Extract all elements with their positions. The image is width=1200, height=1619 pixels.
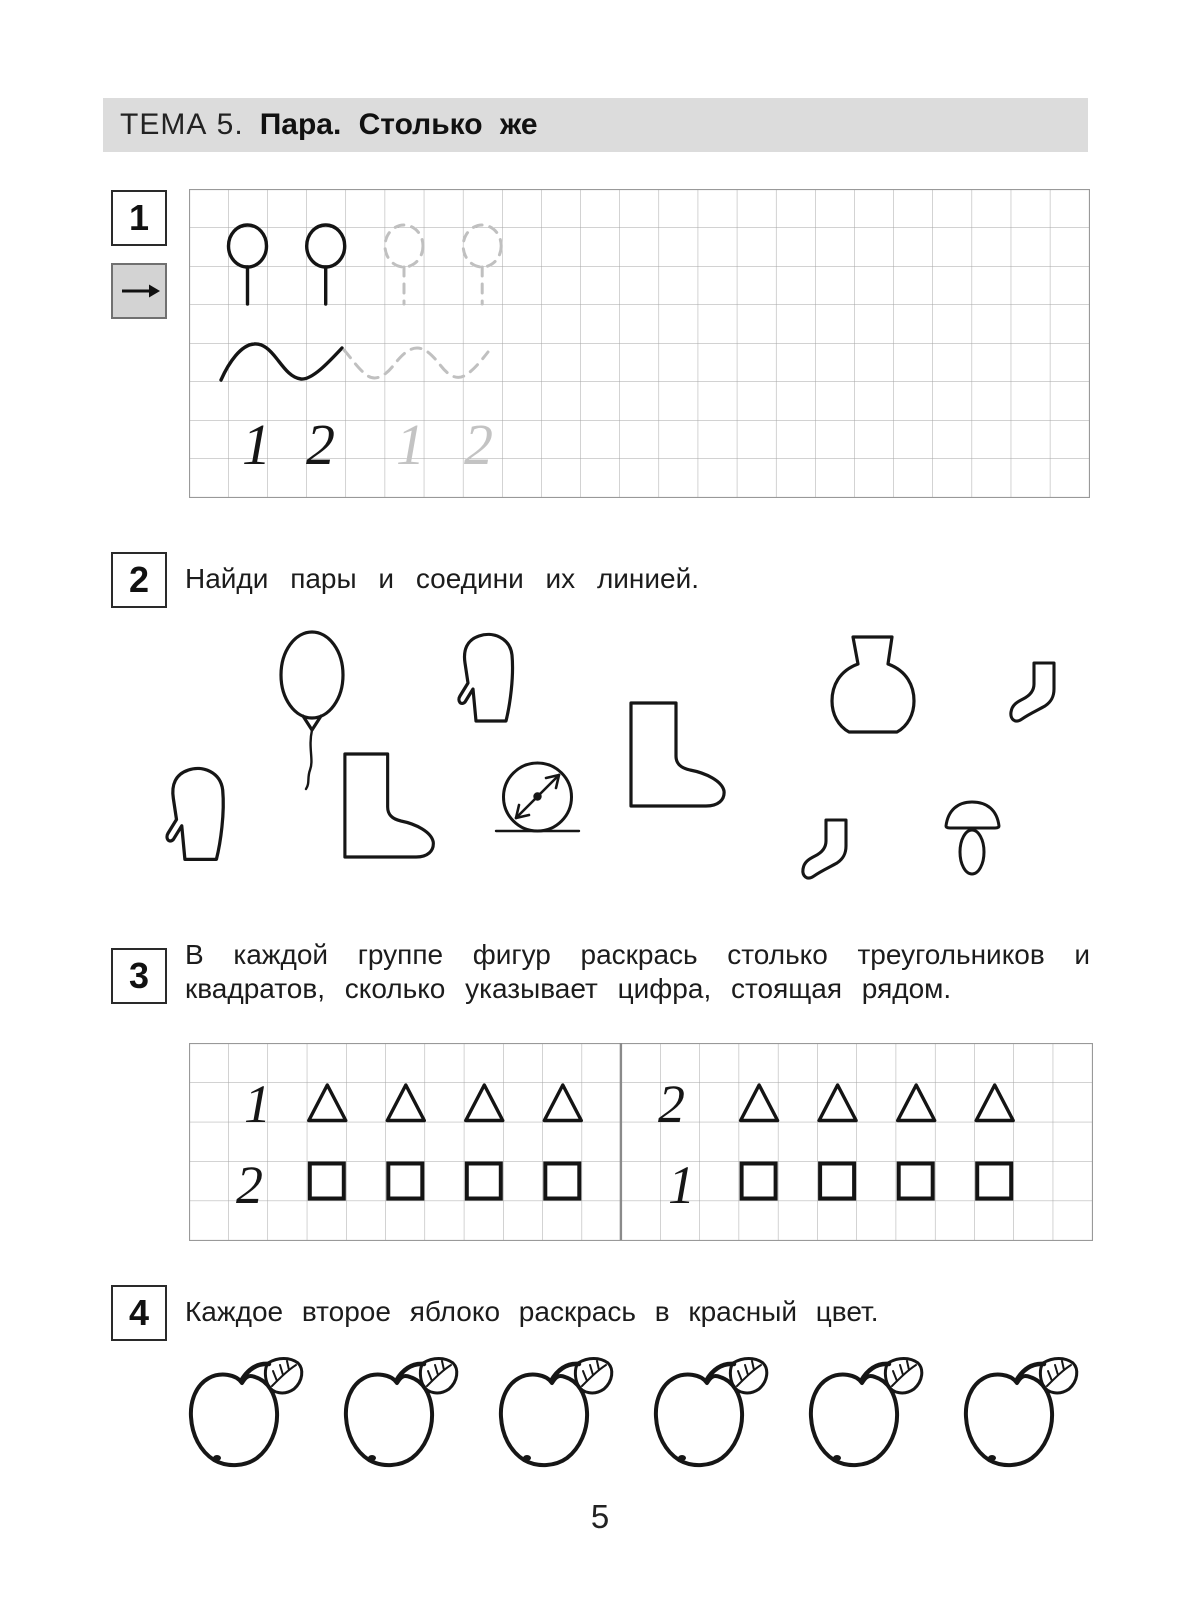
left-group-bottom-digit: 2 [236, 1155, 263, 1215]
apple-drawing-3 [501, 1359, 612, 1466]
apple-drawing-1 [191, 1359, 302, 1466]
apples-row [182, 1342, 1092, 1482]
page-number: 5 [590, 1498, 610, 1535]
mushroom-drawing [946, 802, 999, 874]
trace-digit-1-solid: 1 [242, 412, 271, 477]
exercise-3-instruction [185, 938, 1090, 1006]
apple-drawing-5 [811, 1359, 922, 1466]
right-group-bottom-digit: 1 [668, 1155, 695, 1215]
trace-digit-2-gray: 2 [464, 412, 493, 477]
tracing-grid [189, 189, 1090, 498]
exercise-3-number: 3 [128, 955, 150, 996]
trace-digit-1-gray: 1 [396, 412, 425, 477]
topic-label: ТЕМА 5. [120, 108, 244, 141]
exercise-3-number-box [111, 948, 167, 1004]
apple-drawing-6 [966, 1359, 1077, 1466]
topic-title: Пара. Столько же [259, 108, 538, 141]
vase-drawing [832, 637, 914, 732]
writing-direction-box [111, 263, 167, 319]
trace-digit-2-solid: 2 [306, 412, 335, 477]
right-group-top-digit: 2 [658, 1074, 685, 1134]
exercise-3-instruction-line1: В каждой группе фигур раскрась столько треугольников и [185, 939, 1090, 970]
mitten-drawing-top [459, 634, 513, 721]
exercise-4-instruction: Каждое второе яблоко раскрась в красный цвет. [185, 1296, 879, 1327]
exercise-4-number-box [111, 1285, 167, 1341]
exercise-1-number-box [111, 190, 167, 246]
sock-drawing-top [1011, 663, 1054, 721]
balloon-drawing [281, 632, 343, 789]
arrow-right-icon [115, 267, 163, 315]
coloring-grid [189, 1043, 1093, 1241]
mitten-drawing-left [167, 768, 223, 859]
left-group-top-digit: 1 [244, 1074, 271, 1134]
topic-header [103, 98, 1088, 152]
ball-drawing [496, 763, 579, 831]
sock-drawing-bottom [803, 820, 846, 878]
exercise-2-number: 2 [128, 559, 150, 600]
find-pairs-figures [150, 598, 1070, 890]
grid-paper [190, 1044, 1093, 1241]
exercise-3-instruction-line2: квадратов, сколько указывает цифра, стоящая рядом. [185, 973, 952, 1004]
exercise-2-instruction: Найди пары и соедини их линией. [185, 563, 700, 594]
felt-boot-drawing-left [345, 754, 433, 857]
felt-boot-drawing-right [631, 703, 724, 806]
apple-drawing-4 [656, 1359, 767, 1466]
exercise-4-number: 4 [128, 1292, 150, 1333]
apple-drawing-2 [346, 1359, 457, 1466]
exercise-1-number: 1 [128, 197, 150, 238]
